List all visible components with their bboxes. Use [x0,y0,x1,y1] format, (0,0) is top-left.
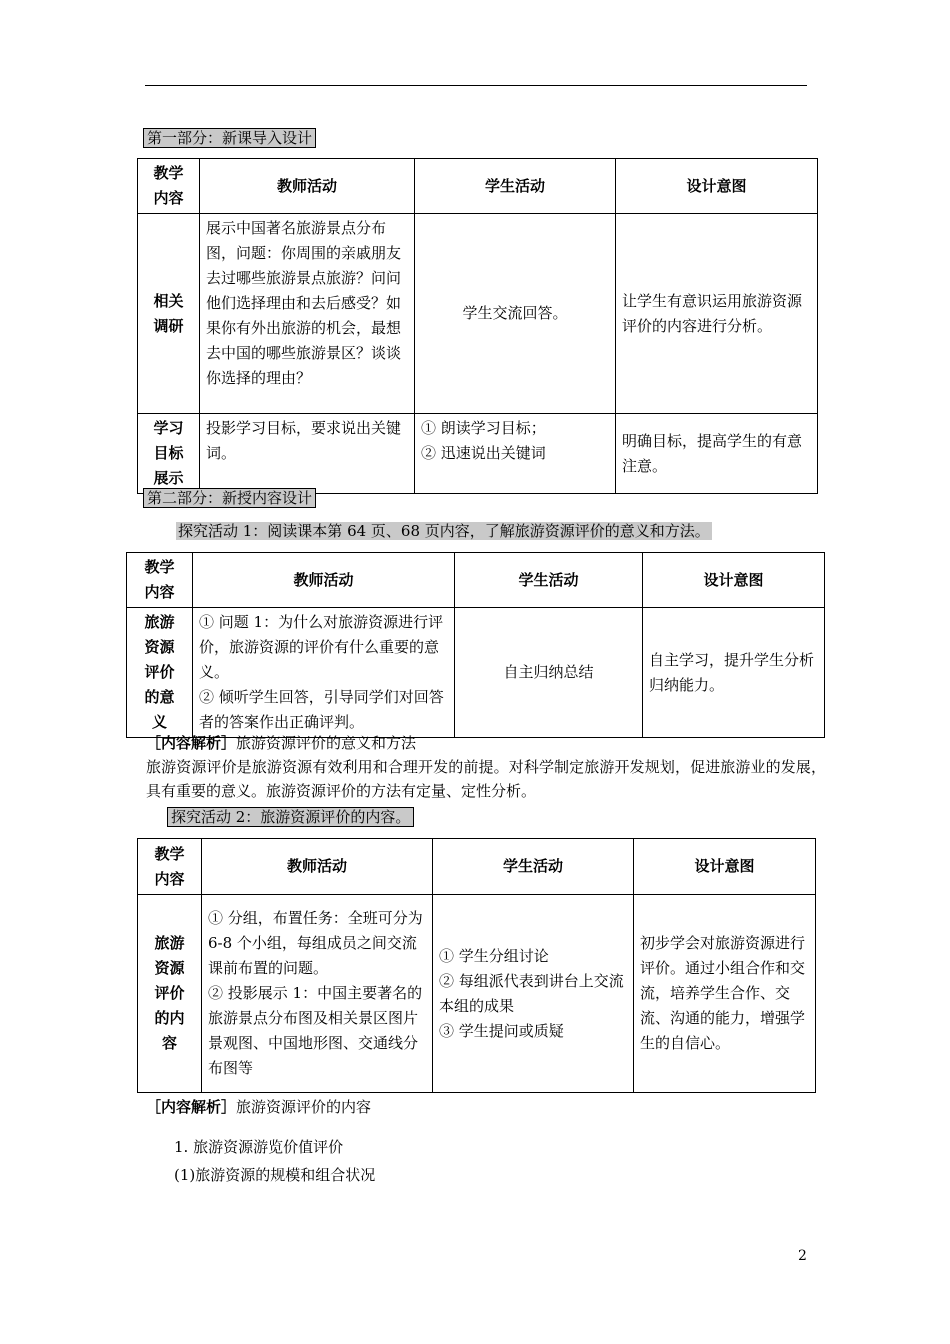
row-teacher: ① 问题 1：为什么对旅游资源进行评价，旅游资源的评价有什么重要的意义。 ② 倾听学生回答，引导同学们对回答者的答案作出正确评判。 [193,608,455,738]
analysis1-heading: ［内容解析］旅游资源评价的意义和方法 [146,734,417,752]
row-student: 自主归纳总结 [455,608,643,738]
row-student: 学生交流回答。 [415,214,616,414]
table-header-row [138,159,818,214]
row-student: ① 学生分组讨论 ② 每组派代表到讲台上交流本组的成果 ③ 学生提问或质疑 [433,895,634,1093]
row-student: ① 朗读学习目标； ② 迅速说出关键词 [415,414,616,494]
analysis1 [146,731,826,803]
table-header-row [138,839,816,895]
activity1-table [126,552,825,738]
part1-table [137,158,818,494]
row-content: 旅游资源评价的内容 [138,895,202,1093]
header-intent: 设计意图 [634,839,816,895]
list-item: (1)旅游资源的规模和组合状况 [174,1166,376,1184]
row-intent: 自主学习，提升学生分析归纳能力。 [643,608,825,738]
page-number: 2 [798,1248,807,1264]
activity2-heading: 探究活动 2：旅游资源评价的内容。 [167,807,414,827]
table-header-row [127,553,825,608]
row-intent: 让学生有意识运用旅游资源评价的内容进行分析。 [616,214,818,414]
table-row [138,895,816,1093]
analysis1-text: 旅游资源评价是旅游资源有效利用和合理开发的前提。对科学制定旅游开发规划，促进旅游业的发展，具有重要的意义。旅游资源评价的方法有定量、定性分析。 [146,758,826,800]
list-item: 1. 旅游资源游览价值评价 [174,1138,344,1156]
row-intent: 初步学会对旅游资源进行评价。通过小组合作和交流，培养学生合作、交流、沟通的能力，增强学生的自信心。 [634,895,816,1093]
row-content: 旅游资源评价的意义 [127,608,193,738]
row-teacher: 投影学习目标，要求说出关键词。 [200,414,415,494]
activity2-table [137,838,816,1093]
header-intent: 设计意图 [616,159,818,214]
table-row [138,214,818,414]
header-content: 教学内容 [138,159,200,214]
activity1-heading: 探究活动 1：阅读课本第 64 页、68 页内容，了解旅游资源评价的意义和方法。 [178,522,710,540]
table-row [138,414,818,494]
header-intent: 设计意图 [643,553,825,608]
header-rule [145,85,807,86]
row-intent: 明确目标，提高学生的有意注意。 [616,414,818,494]
analysis2-heading: ［内容解析］旅游资源评价的内容 [146,1098,372,1116]
row-teacher: ① 分组，布置任务：全班可分为 6-8 个小组，每组成员之间交流课前布置的问题。 ② 投影展示 1：中国主要著名的旅游景点分布图及相关景区图片景观图、中国地形图、交通线分布图等 [202,895,433,1093]
part2-label: 第二部分：新授内容设计 [143,488,316,508]
row-content: 相关调研 [138,214,200,414]
header-student: 学生活动 [455,553,643,608]
row-teacher: 展示中国著名旅游景点分布图，问题：你周围的亲戚朋友去过哪些旅游景点旅游？问问他们选择理由和去后感受？如果你有外出旅游的机会，最想去中国的哪些旅游景区？谈谈你选择的理由？ [200,214,415,414]
header-teacher: 教师活动 [202,839,433,895]
header-teacher: 教师活动 [200,159,415,214]
header-student: 学生活动 [415,159,616,214]
row-content: 学习目标展示 [138,414,200,494]
table-row [127,608,825,738]
header-content: 教学内容 [138,839,202,895]
part1-label: 第一部分：新课导入设计 [143,128,316,148]
header-content: 教学内容 [127,553,193,608]
header-student: 学生活动 [433,839,634,895]
header-teacher: 教师活动 [193,553,455,608]
